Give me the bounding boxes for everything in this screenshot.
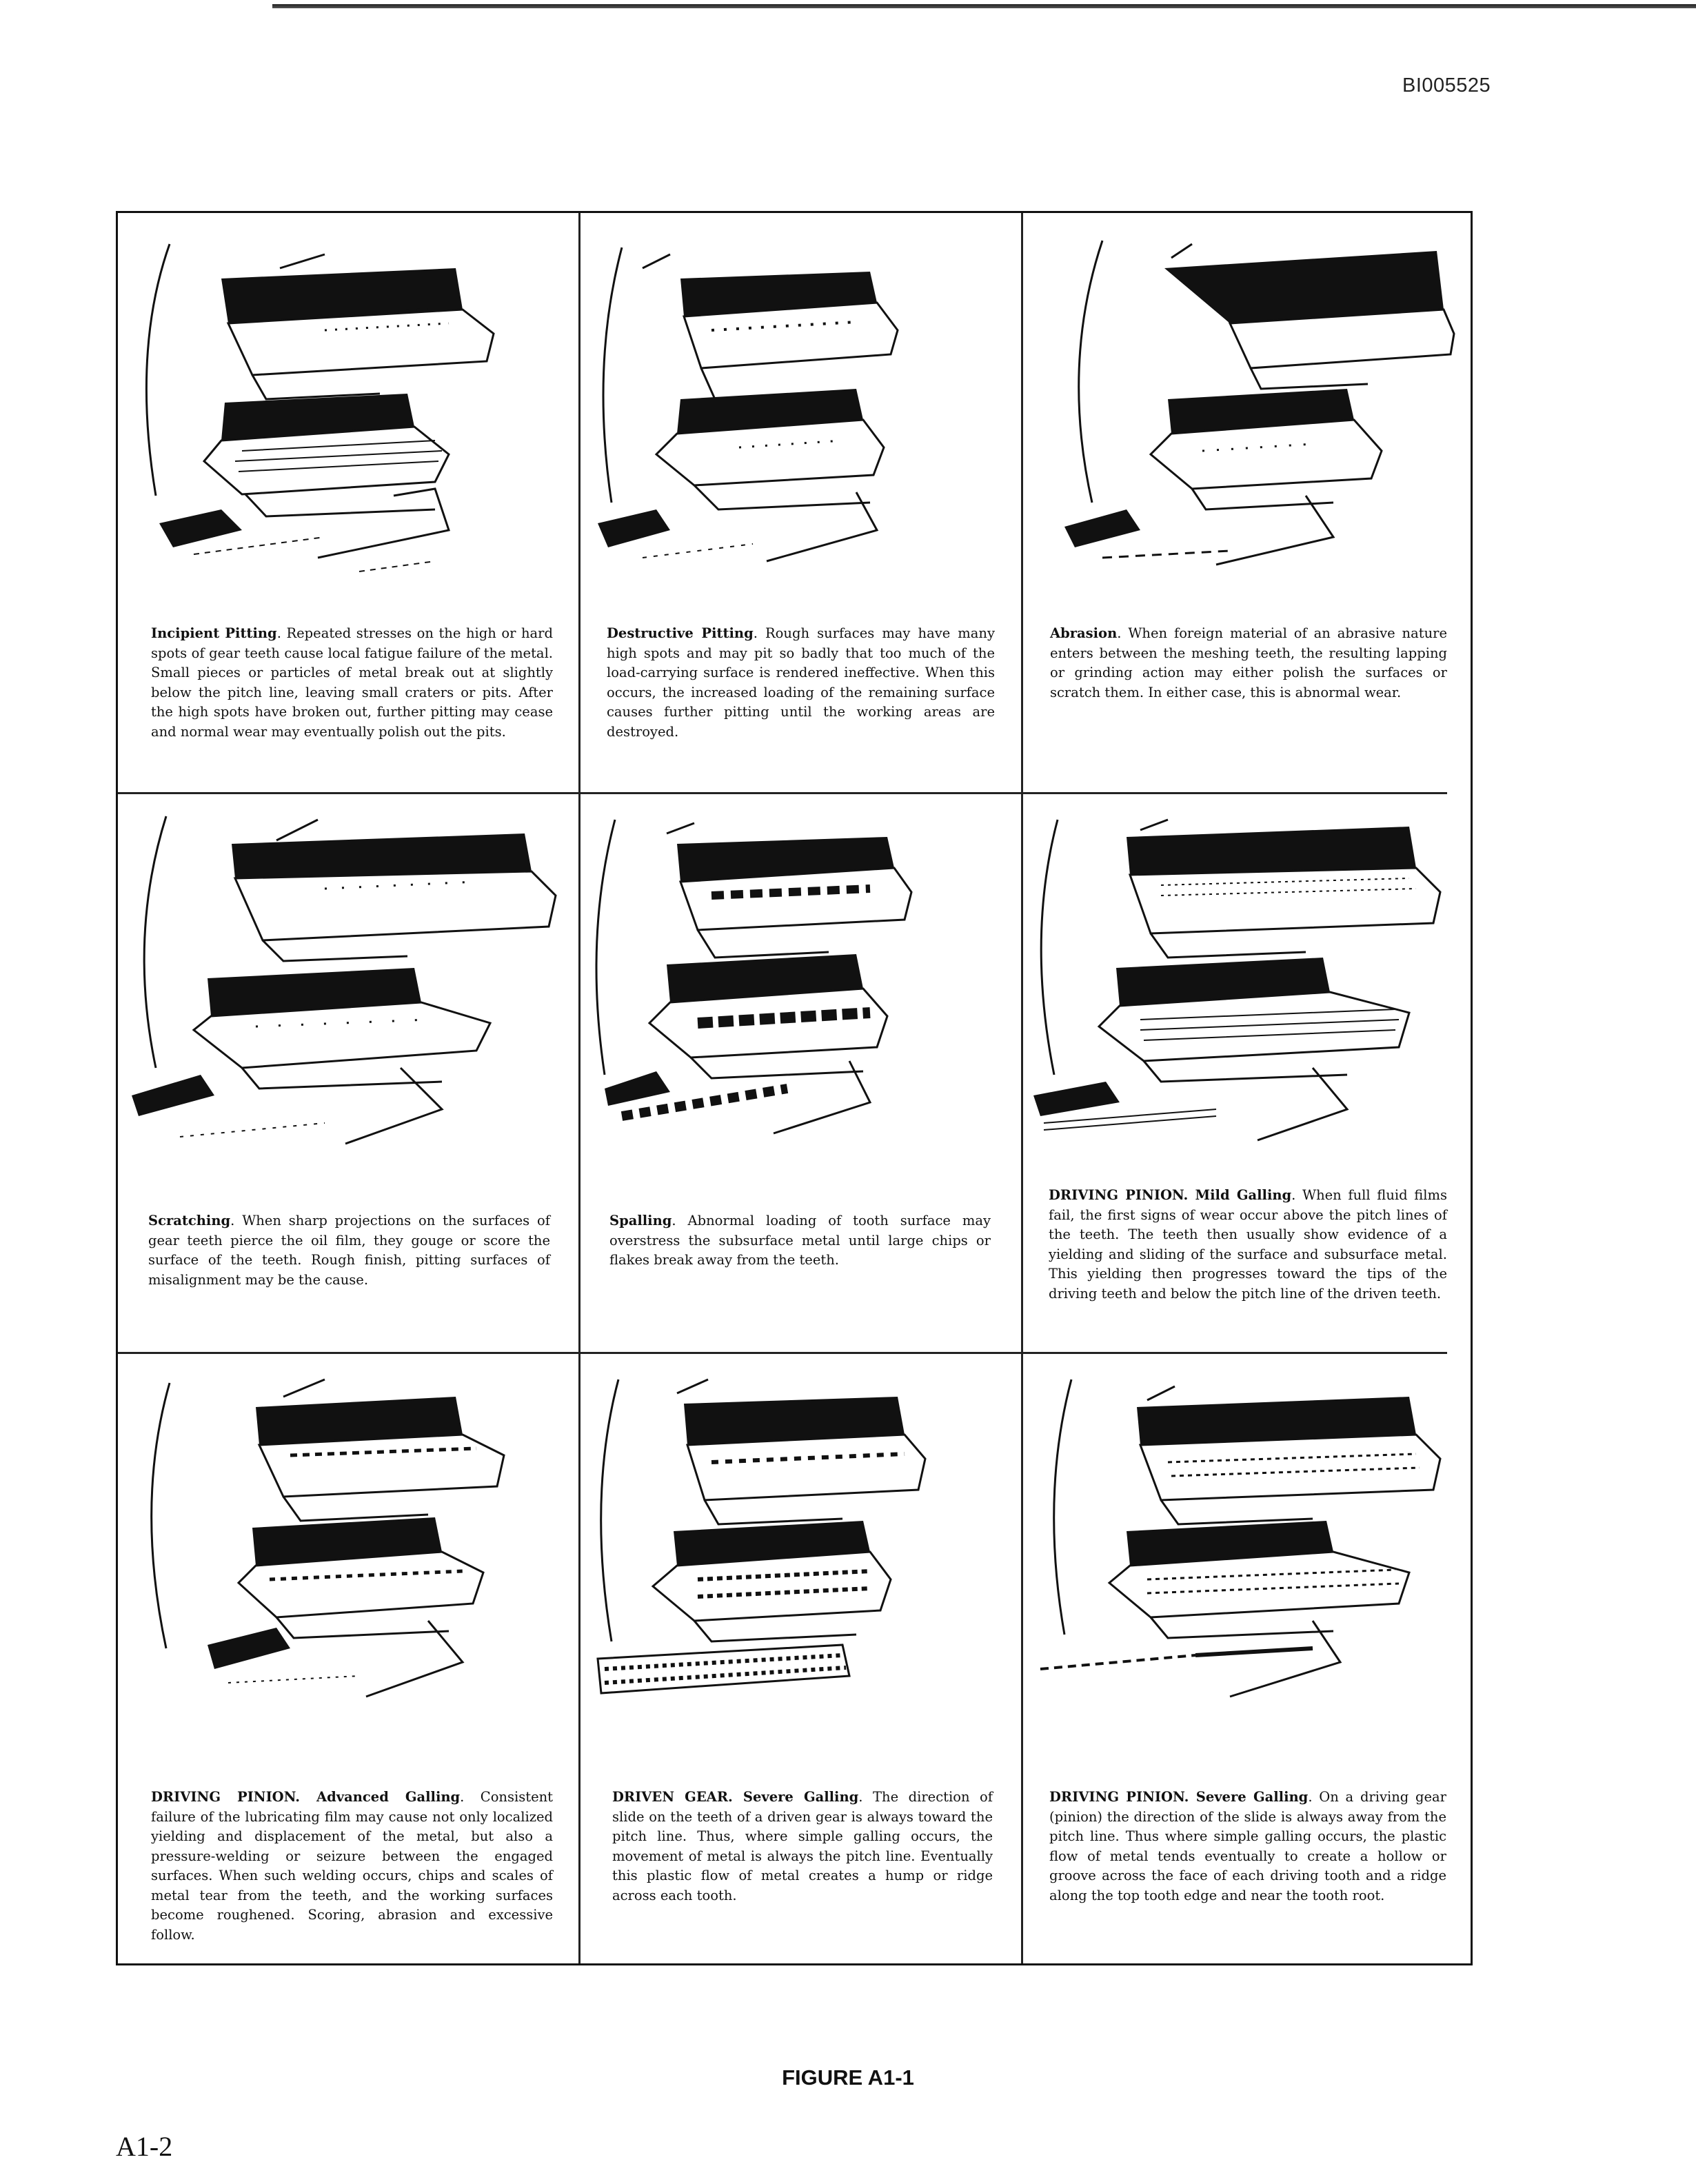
- page-number: A1-2: [116, 2131, 173, 2162]
- destructive-pitting-illustration: [581, 213, 1020, 599]
- scratching-illustration: [118, 792, 576, 1178]
- panel-mild-galling: [1023, 792, 1471, 1350]
- top-rule: [272, 4, 1696, 8]
- panel-advanced-galling: [118, 1352, 576, 1963]
- abrasion-illustration: [1023, 213, 1471, 599]
- panel-incipient-pitting: [118, 213, 576, 790]
- mild-galling-illustration: [1023, 792, 1471, 1178]
- document-id: BI005525: [1402, 74, 1491, 97]
- caption-destructive-pitting: Destructive Pitting. Rough surfaces may have many high spots and may pit so badly that too much of the load-carrying surface is rendered ineffective. When this occurs, the increased loading of the remaining surface causes further pitting until the working areas are destroyed.: [607, 625, 995, 740]
- caption-incipient-pitting: Incipient Pitting. Repeated stresses on the high or hard spots of gear teeth cause local fatigue failure of the metal. Small pieces or particles of metal break out at slightly below the pitch line, leaving small craters or pits. After the high spots have broken out, further pitting may cease and normal wear may eventually polish out the pits.: [151, 625, 553, 740]
- incipient-pitting-illustration: [118, 213, 576, 599]
- caption-mild-galling: DRIVING PINION. Mild Galling. When full fluid films fail, the first signs of wear occur above the pitch lines of the teeth. The teeth then usually show evidence of a yielding and sliding of the surface and subsurface metal. This yielding then progresses toward the tips of the driving teeth and below the pitch line of the driven teeth.: [1049, 1187, 1447, 1302]
- spalling-illustration: [581, 792, 1020, 1178]
- panel-destructive-pitting: [581, 213, 1020, 790]
- caption-driving-pinion-severe-galling: DRIVING PINION. Severe Galling. On a driving gear (pinion) the direction of the slide is always away from the pitch line. Thus where simple galling occurs, the plastic flow of metal tends eventually to create a hollow or groove across the face of each driving tooth and a ridge along the top tooth edge and near the tooth root.: [1049, 1789, 1446, 1903]
- panel-driving-pinion-severe-galling: [1023, 1352, 1471, 1963]
- panel-driven-gear-severe-galling: [581, 1352, 1020, 1963]
- driven-gear-severe-galling-illustration: [581, 1352, 1020, 1738]
- caption-abrasion: Abrasion. When foreign material of an abrasive nature enters between the meshing teeth, the resulting lapping or grinding action may either polish the surfaces or scratch them. In either case, this is abnormal wear.: [1050, 625, 1447, 700]
- driving-pinion-severe-galling-illustration: [1023, 1352, 1471, 1738]
- panel-abrasion: [1023, 213, 1471, 790]
- caption-spalling: Spalling. Abnormal loading of tooth surface may overstress the subsurface metal until large chips or flakes break away from the teeth.: [609, 1213, 991, 1268]
- caption-scratching: Scratching. When sharp projections on the surfaces of gear teeth pierce the oil film, they gouge or score the surface of the teeth. Rough finish, pitting surfaces of misalignment may be the cause.: [148, 1213, 550, 1288]
- panel-spalling: [581, 792, 1020, 1350]
- caption-advanced-galling: DRIVING PINION. Advanced Galling. Consistent failure of the lubricating film may cause not only localized yielding and displacement of the metal, but also a pressure-welding or seizure between the engaged surfaces. When such welding occurs, chips and scales of metal tear from the teeth, and the working surfaces become roughened. Scoring, abrasion and excessive follow.: [151, 1789, 554, 1943]
- panel-scratching: [118, 792, 576, 1350]
- caption-driven-gear-severe-galling: DRIVEN GEAR. Severe Galling. The direction of slide on the teeth of a driven gear is always toward the pitch line. Thus, where simple galling occurs, the movement of metal is always the pitch line. Eventually this plastic flow of metal creates a hump or ridge across each tooth.: [612, 1789, 993, 1903]
- advanced-galling-illustration: [118, 1352, 576, 1738]
- figure-caption: FIGURE A1-1: [782, 2065, 914, 2090]
